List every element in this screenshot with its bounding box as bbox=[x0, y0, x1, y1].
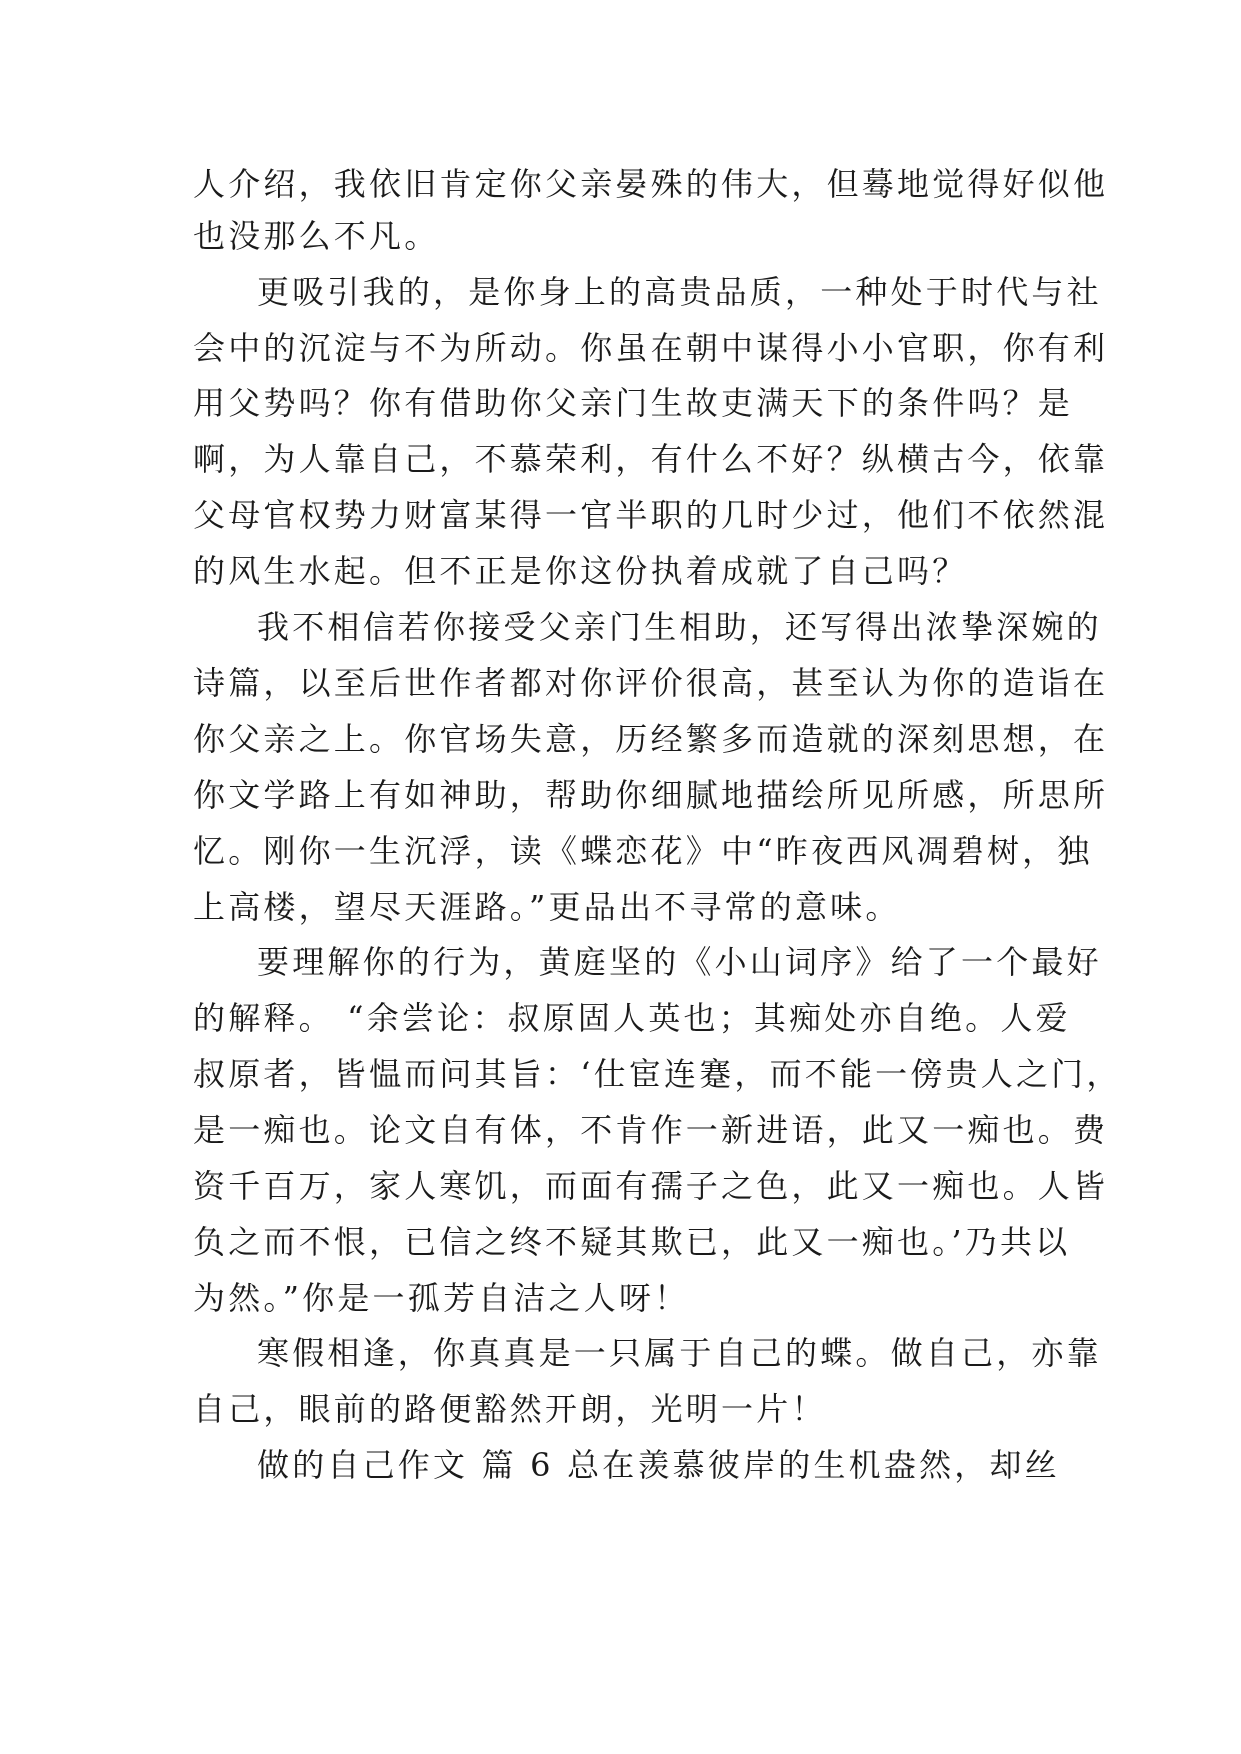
text-line: 的风生水起。但不正是你这份执着成就了自己吗？ bbox=[193, 552, 968, 590]
text-line: 你文学路上有如神助，帮助你细腻地描绘所见所感，所思所 bbox=[193, 776, 1109, 814]
text-line: 是一痴也。论文自有体，不肯作一新进语，此又一痴也。费 bbox=[193, 1111, 1109, 1149]
text-line: 叔原者，皆愠而问其旨：‘仕宦连蹇，而不能一傍贵人之门， bbox=[193, 1055, 1122, 1093]
text-line: 忆。刚你一生沉浮，读《蝶恋花》中“昨夜西风凋碧树，独 bbox=[193, 832, 1093, 870]
text-line: 自己，眼前的路便豁然开朗，光明一片！ bbox=[193, 1390, 827, 1428]
text-line: 用父势吗？你有借助你父亲门生故吏满天下的条件吗？是 bbox=[193, 384, 1074, 422]
text-line: 负之而不恨，已信之终不疑其欺已，此又一痴也。’乃共以 bbox=[193, 1223, 1071, 1261]
text-line: 资千百万，家人寒饥，而面有孺子之色，此又一痴也。人皆 bbox=[193, 1167, 1109, 1205]
text-line: 啊，为人靠自己，不慕荣利，有什么不好？纵横古今，依靠 bbox=[193, 440, 1109, 478]
text-line: 诗篇，以至后世作者都对你评价很高，甚至认为你的造诣在 bbox=[193, 664, 1109, 702]
paragraph-start-line: 更吸引我的，是你身上的高贵品质，一种处于时代与社 bbox=[257, 273, 1102, 311]
text-line: 上高楼，望尽天涯路。”更品出不寻常的意味。 bbox=[193, 888, 901, 926]
text-line: 会中的沉淀与不为所动。你虽在朝中谋得小小官职，你有利 bbox=[193, 329, 1109, 367]
paragraph-start-line: 我不相信若你接受父亲门生相助，还写得出浓挚深婉的 bbox=[257, 608, 1102, 646]
text-line: 人介绍，我依旧肯定你父亲晏殊的伟大，但蓦地觉得好似他 bbox=[193, 165, 1109, 203]
paragraph-start-line: 寒假相逢，你真真是一只属于自己的蝶。做自己，亦靠 bbox=[257, 1334, 1102, 1372]
section-heading-line: 做的自己作文 篇 6 总在羡慕彼岸的生机盎然，却丝 bbox=[257, 1446, 1060, 1484]
text-line: 也没那么不凡。 bbox=[193, 217, 440, 255]
text-line: 你父亲之上。你官场失意，历经繁多而造就的深刻思想，在 bbox=[193, 720, 1109, 758]
text-line: 的解释。 “余尝论：叔原固人英也；其痴处亦自绝。人爱 bbox=[193, 999, 1071, 1037]
text-line: 为然。”你是一孤芳自洁之人呀！ bbox=[193, 1279, 690, 1317]
text-line: 父母官权势力财富某得一官半职的几时少过，他们不依然混 bbox=[193, 496, 1109, 534]
paragraph-start-line: 要理解你的行为，黄庭坚的《小山词序》给了一个最好 bbox=[257, 943, 1102, 981]
